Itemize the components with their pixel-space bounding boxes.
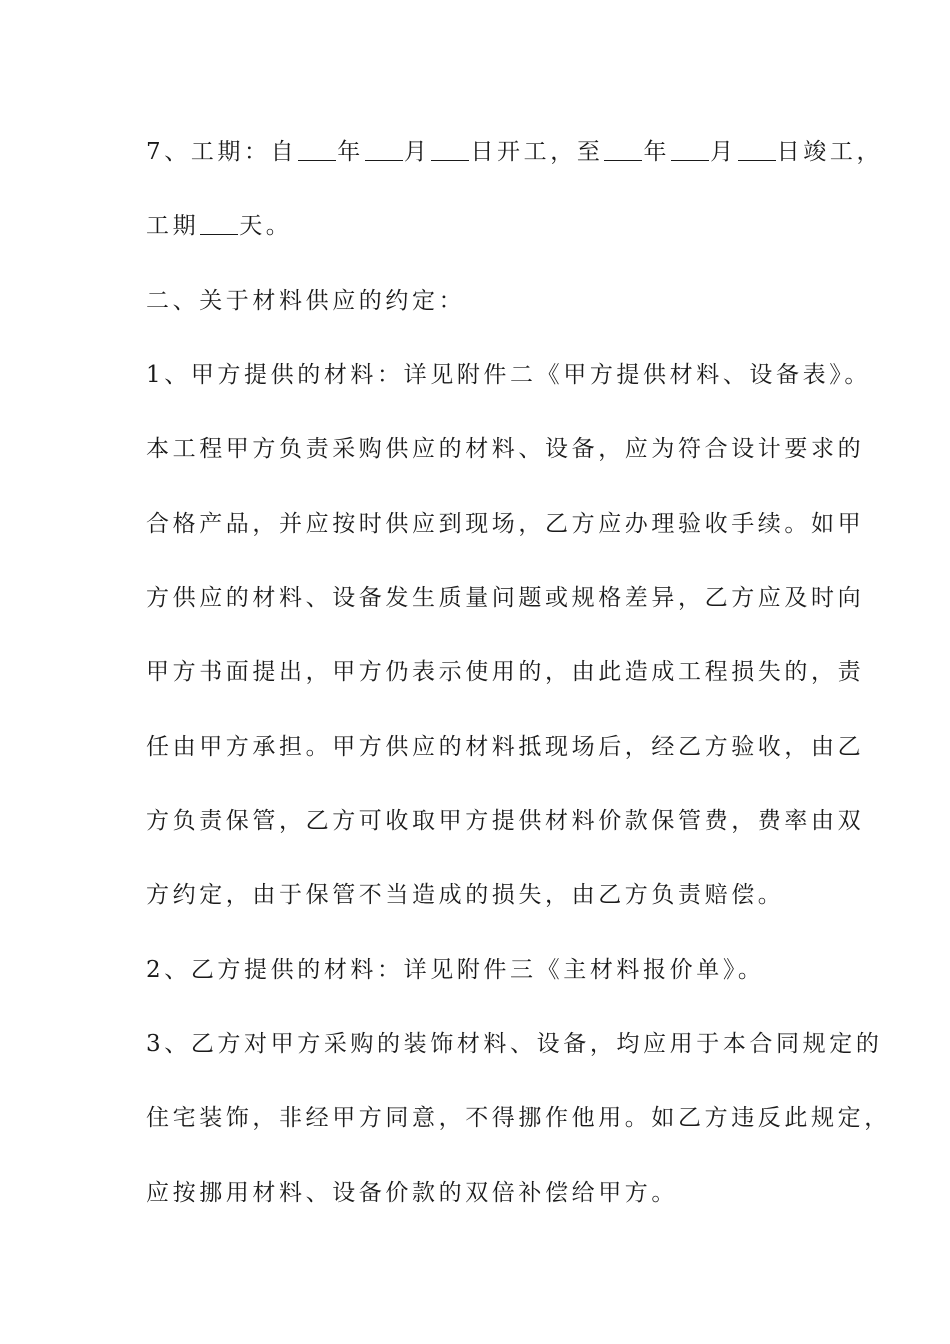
end-year-label: 年 [643,139,671,165]
end-day-label: 日竣工， [776,139,884,165]
paragraph-line: 方约定，由于保管不当造成的损失，由乙方负责赔偿。 [146,882,785,908]
clause-7-schedule [146,132,884,172]
clause-2-3-title: 3、乙方对甲方采购的装饰材料、设备，均应用于本合同规定的 [146,1031,883,1057]
start-day-blank [431,134,469,161]
paragraph-line: 合格产品，并应按时供应到现场，乙方应办理验收手续。如甲 [146,511,865,537]
duration-suffix: 天。 [239,213,293,239]
section-2-heading: 二、关于材料供应的约定： [146,288,466,314]
end-day-blank [738,134,776,161]
paragraph-line: 甲方书面提出，甲方仍表示使用的，由此造成工程损失的，责 [146,659,865,685]
end-year-blank [604,134,642,161]
paragraph-line: 方供应的材料、设备发生质量问题或规格差异，乙方应及时向 [146,585,865,611]
start-year-blank [298,134,336,161]
paragraph-line: 任由甲方承担。甲方供应的材料抵现场后，经乙方验收，由乙 [146,734,865,760]
duration-prefix: 工期 [146,213,200,239]
start-month-blank [365,134,403,161]
paragraph-line: 住宅装饰，非经甲方同意，不得挪作他用。如乙方违反此规定， [146,1105,891,1131]
paragraph-line: 本工程甲方负责采购供应的材料、设备，应为符合设计要求的 [146,436,865,462]
paragraph-line: 方负责保管，乙方可收取甲方提供材料价款保管费，费率由双 [146,808,865,834]
duration-days-blank [200,208,238,235]
end-month-label: 月 [710,139,737,165]
clause-2-1-title: 1、甲方提供的材料：详见附件二《甲方提供材料、设备表》。 [146,362,871,388]
clause-7-prefix: 7、工期：自 [146,139,298,165]
clause-2-2-title: 2、乙方提供的材料：详见附件三《主材料报价单》。 [146,957,765,983]
start-month-label: 月 [403,139,431,165]
clause-7-duration [146,206,826,246]
start-day-label: 日开工，至 [470,139,604,165]
end-month-blank [671,134,709,161]
start-year-label: 年 [337,139,364,165]
paragraph-line: 应按挪用材料、设备价款的双倍补偿给甲方。 [146,1180,678,1206]
